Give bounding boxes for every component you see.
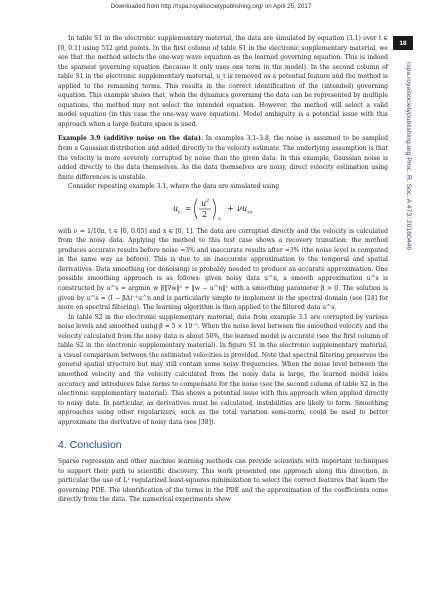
- eq-uxx-sub: xx: [247, 209, 253, 216]
- eq-lhs: u: [173, 203, 179, 213]
- right-paren: [213, 199, 216, 219]
- example-body: In examples 3.1–3.8, the noise is assumed to be sampled from a Gaussian distribution and added directly to the velocity estimate. The underlying assumption is that the velocity is more severely corrupted by noise than the given data. In this example, Gaussian noise is added directly to the data themselves. As the data themselves are noisy, direct velocity estimation using finite differences is unstable.: [58, 135, 388, 181]
- left-paren: [195, 199, 198, 219]
- burgers-equation: [58, 194, 388, 224]
- eq-nu: ν: [237, 203, 242, 213]
- paragraph-conclusion: Sparse regression and other machine learning methods can provide scientists with important techniques to support their path to scientific discovery. This work presented one approach along this direction, in particular the use of L¹ regularized least-squares minimization to select the correct features that learn the governing PDE. The identification of the terms in the PDE and the approximation of the coefficients come directly from the data. The numerical experiments show: [58, 458, 388, 504]
- eq-uxx: u: [242, 203, 248, 213]
- side-reference-text: rspa.royalsocietypublishing.org Proc. R. Soc. A 473: 20160446: [405, 62, 412, 251]
- equation-svg: [153, 194, 293, 224]
- eq-den: 2: [202, 209, 208, 219]
- eq-lhs-sub: t: [178, 209, 181, 216]
- eq-outer-sub: x: [218, 215, 221, 222]
- consider-sentence: Consider repeating example 3.1, where the data are simulated using: [68, 183, 280, 191]
- page-number-badge: 18: [393, 36, 413, 50]
- example-3-9-paragraph: [58, 134, 388, 182]
- eq-plus: +: [227, 203, 234, 213]
- section-heading-conclusion: 4. Conclusion: [58, 439, 122, 452]
- article-body: [58, 34, 388, 505]
- eq-equals: =: [185, 203, 192, 213]
- eq-num: u: [201, 198, 207, 208]
- side-journal-reference: [398, 62, 418, 262]
- paragraph-table-s1: In table S1 in the electronic supplementary material, the data are simulated by equation (3.1) over t ∈ [0, 0.1] using 512 grid points. In the first column of table S1 in the electronic supplementary material, we see that the method selects the one-way wave equation as the learned governing equation. This is indeed the sparsest governing equation (because it only uses one term in the model). In the second column of table S1 in the electronic supplementary material, u_t is removed as a potential feature and the method is applied to the remaining terms. This results in the correct identification of the (intended) governing equation. This example shows that, when the dynamics governing the data can be represented by multiple equations, the method may not select the intended equation. However, the method will select a valid model equation (in this case the one-way wave equation). Model ambiguity is a potential issue with this approach when a large feature space is used.: [58, 35, 388, 128]
- example-title: Example 3.9 (additive noise on the data).: [58, 135, 203, 143]
- eq-num-sup: 2: [206, 197, 210, 204]
- download-banner: Downloaded from http://rspa.royalsocietypublishing.org/ on April 25, 2017: [110, 3, 312, 10]
- paragraph-smoothing: with ν = 1/10π, t ∈ [0, 0.05] and x ∈ [0, 1]. The data are corrupted directly and the velocity is calculated from the noisy data. Applying the method to this test case shows a recovery transition: the method produces accurate results before noise ≈3% and inaccurate results after ≈3% (the noise level is computed in the same way as before). This is due to an inaccurate approximation to the temporal and spatial derivatives. Data smoothing (or denoising) is probably needed to produce an accurate approximation. One possible smoothing approach is as follows: given noisy data u^n, a smooth approximation u^s is constructed by u^s = argmin_w β‖∇w‖² + ‖w − u^n‖² with a smoothing parameter β > 0. The solution is given by u^s = (I − βΔ)⁻¹u^n and is particularly simple to implement in the spectral domain (see [24] for more on spectral filtering). The learning algorithm is then applied to the filtered data u^s.: [58, 227, 388, 312]
- paragraph-table-s2: In table S2 in the electronic supplementary material, data from example 3.1 are corrupted by various noise levels and smoothed using β = 5 × 10⁻⁵. When the noise level between the smoothed velocity and the velocity calculated from the noisy data is about 50%, the learned model is accurate (see the first column of table S2 in the electronic supplementary material). In figure S1 in the electronic supplementary material, a visual comparison between the estimated velocities is provided. Note that spectral filtering preserves the general spatial structure but may still contain some noisy frequencies. When the noise level between the smoothed velocity and the velocity calculated from the noisy data is large, the learned model loses accuracy and introduces false terms to compensate for the noise (see the second column of table S2 in the electronic supplementary material). This shows a potential issue with this approach when applied directly to noisy data. In particular, as derivatives must be calculated, instabilities are likely to form. Smoothing approaches using other regularizers, such as the total variation semi-norm, could be used to better approximate the derivative of noisy data (see [38]).: [58, 313, 388, 426]
